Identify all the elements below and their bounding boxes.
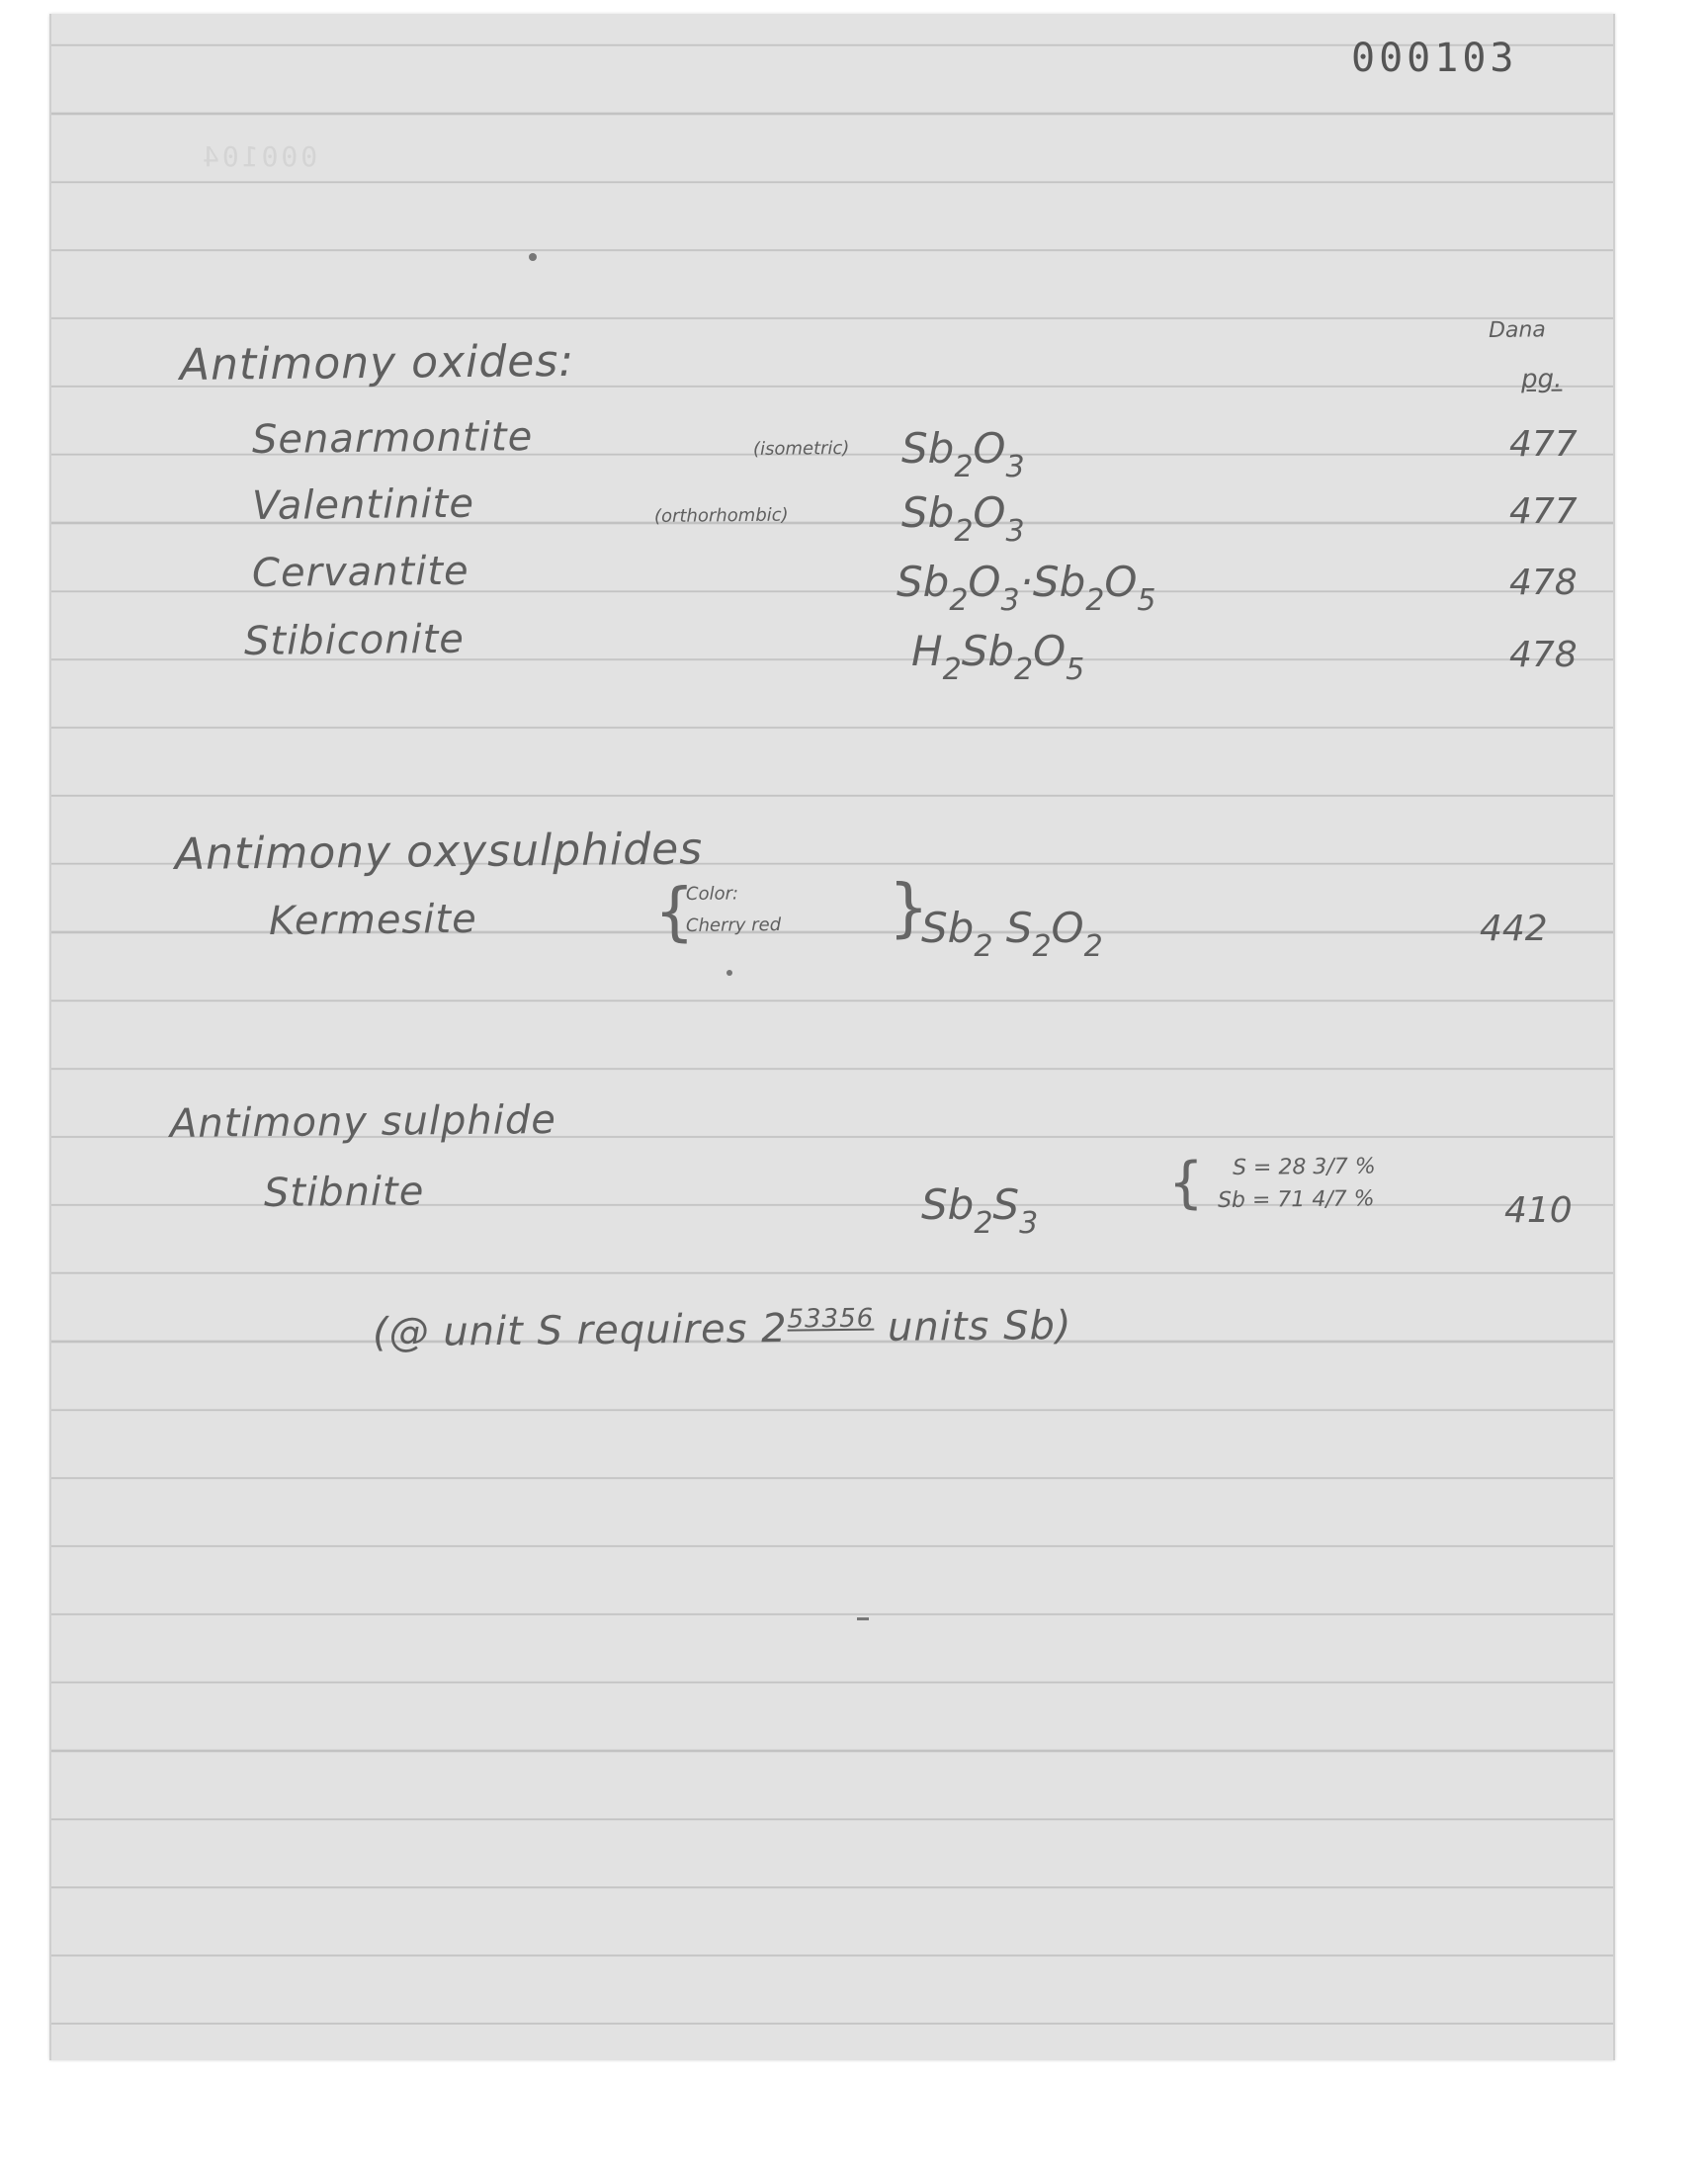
dana-page-number: 478: [1509, 563, 1578, 603]
dana-page-number: 410: [1504, 1190, 1573, 1231]
mineral-note: (orthorhombic): [653, 504, 789, 527]
notebook-page: [49, 14, 1615, 2060]
paper-mark: [529, 253, 537, 261]
section-heading-oxides: Antimony oxides:: [179, 335, 575, 391]
mineral-note: (isometric): [752, 437, 850, 460]
chemical-formula: $Sb_2S_3$: [921, 1180, 1039, 1241]
left-brace: {: [654, 876, 695, 949]
mineral-color-value: Cherry red: [685, 914, 782, 936]
stoichiometry-note: (@ unit S requires $2^{53356}$ units Sb): [372, 1302, 1072, 1356]
section-heading-oxysulphides: Antimony oxysulphides: [174, 824, 704, 880]
mineral-color-label: Color:: [685, 883, 739, 905]
section-heading-sulphide: Antimony sulphide: [169, 1096, 557, 1147]
dana-column-header: Dana: [1488, 317, 1546, 343]
antimony-percentage: Sb = 71 4/7 %: [1217, 1186, 1375, 1213]
ghost-stamp-number: 000104: [200, 140, 318, 173]
pencil-mark: [857, 1617, 869, 1620]
dana-page-number: 477: [1509, 491, 1578, 532]
chemical-formula: $Sb_2O_3$: [901, 424, 1025, 484]
sulfur-percentage: S = 28 3/7 %: [1232, 1154, 1376, 1180]
dana-page-number: 442: [1480, 909, 1548, 949]
dana-page-number: 478: [1509, 635, 1578, 675]
mineral-name: Stibnite: [263, 1169, 425, 1216]
mineral-name: Cervantite: [251, 548, 470, 596]
mineral-name: Valentinite: [251, 480, 475, 529]
mineral-name: Kermesite: [268, 896, 477, 944]
dana-page-number: 477: [1509, 424, 1578, 465]
mineral-name: Stibiconite: [243, 616, 466, 664]
paper-mark: [726, 970, 732, 976]
mineral-name: Senarmontite: [251, 414, 534, 463]
chemical-formula: $Sb_2O_3\cdot Sb_2O_5$: [897, 558, 1156, 618]
composition-brace: {: [1168, 1151, 1204, 1215]
chemical-formula: $H_2Sb_2O_5$: [911, 627, 1085, 687]
right-brace: }: [889, 872, 929, 945]
chemical-formula: $Sb_2$ $S_2O_2$: [921, 904, 1103, 964]
chemical-formula: $Sb_2O_3$: [901, 488, 1025, 549]
stamp-number: 000103: [1351, 36, 1518, 81]
page-column-header: pg.: [1520, 364, 1563, 394]
ratio-fraction: 53356: [787, 1303, 875, 1335]
